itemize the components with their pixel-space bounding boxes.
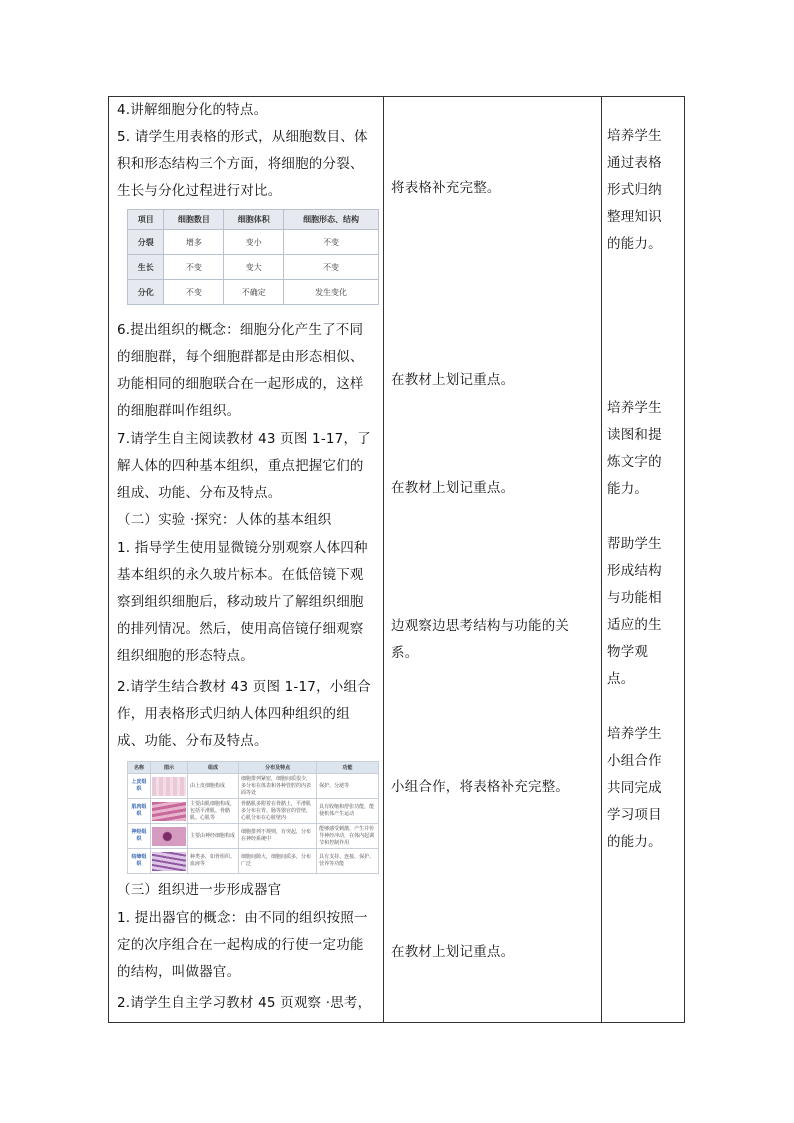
student-activity-3: 在教材上划记重点。: [391, 480, 515, 496]
table-cell: 具有收缩和舒张功能，能使机体产生运动: [317, 799, 379, 824]
column-divider: [601, 97, 602, 1022]
tissue-name: 上皮组织: [128, 774, 151, 799]
organ-step-1-text: 1. 提出器官的概念：由不同的组织按照一 定的次序组合在一起构成的行使一定功能 的结构，叫做器官。: [117, 910, 368, 980]
table-cell: 具有支持、连接、保护、营养等功能: [317, 849, 379, 874]
section-2-heading: （二）实验 ·探究：人体的基本组织: [117, 512, 332, 528]
table-header: 名称: [128, 762, 151, 774]
student-activity-4: 边观察边思考结构与功能的关 系。: [391, 618, 570, 661]
table-header: 细胞形态、结构: [284, 210, 379, 230]
step-6-text: 6.提出组织的概念：细胞分化产生了不同 的细胞群，每个细胞群都是由形态相似、 功能相同的细胞联合在一起形成的，这样 的细胞群叫作组织。: [117, 322, 364, 419]
section-3-heading: （三）组织进一步形成器官: [117, 882, 282, 898]
table-cell: 主要由肌细胞构成，包括平滑肌、骨骼肌、心肌等: [188, 799, 239, 824]
table-cell: 不变: [164, 280, 224, 305]
step-7-text: 7.请学生自主阅读教材 43 页图 1-17，了 解人体的四种基本组织，重点把握它们的 组成、功能、分布及特点。: [117, 431, 371, 501]
table-cell: 变小: [224, 230, 284, 255]
table-row: [128, 280, 379, 305]
table-header: 细胞数目: [164, 210, 224, 230]
design-intent-2: 培养学生 读图和提 炼文字的 能力。: [607, 400, 662, 497]
table-row: [128, 230, 379, 255]
student-activity-1: 将表格补充完整。: [391, 180, 501, 196]
table-cell: 细胞排列紧密，细胞间质很少，多分布在体表和各种管腔的内表面等处: [239, 774, 317, 799]
table-cell: 能够感受刺激，产生并传导神经冲动，在体内起调节和控制作用: [317, 824, 379, 849]
design-intent-1: 培养学生 通过表格 形式归纳 整理知识 的能力。: [607, 128, 662, 252]
table-cell: 不确定: [224, 280, 284, 305]
tissue-name: 结缔组织: [128, 849, 151, 874]
tissue-name: 神经组织: [128, 824, 151, 849]
column-divider: [383, 97, 384, 1022]
table-cell: 增多: [164, 230, 224, 255]
table-cell: 不变: [284, 230, 379, 255]
table-cell: 分裂: [128, 230, 164, 255]
student-activity-6: 在教材上划记重点。: [391, 944, 515, 960]
table-cell: 细胞间隙大，细胞间质多，分布广泛: [239, 849, 317, 874]
tissue-name: 肌肉组织: [128, 799, 151, 824]
table-row: [128, 849, 379, 874]
student-activity-2: 在教材上划记重点。: [391, 372, 515, 388]
table-cell: 不变: [284, 255, 379, 280]
table-header: 组成: [188, 762, 239, 774]
table-header: 图示: [151, 762, 188, 774]
design-intent-4: 培养学生 小组合作 共同完成 学习项目 的能力。: [607, 726, 662, 850]
design-intent-3: 帮助学生 形成结构 与功能相 适应的生 物学观 点。: [607, 536, 662, 687]
step-4-text: 4.讲解细胞分化的特点。: [117, 102, 268, 118]
table-header-row: [128, 210, 379, 230]
table-row: [128, 255, 379, 280]
cell-comparison-table: [127, 209, 379, 305]
table-cell: 生长: [128, 255, 164, 280]
table-cell: 种类多，如骨组织、血液等: [188, 849, 239, 874]
table-header: 功能: [317, 762, 379, 774]
table-cell: 分化: [128, 280, 164, 305]
tissue-summary-table: [127, 761, 379, 874]
table-cell: 保护、分泌等: [317, 774, 379, 799]
experiment-step-1-text: 1. 指导学生使用显微镜分别观察人体四种 基本组织的永久玻片标本。在低倍镜下观 察到组织细胞后，移动玻片了解组织细胞 的排列情况。然后，使用高倍镜仔细观察 组织细胞的形态特点。: [117, 540, 368, 664]
table-header: 细胞体积: [224, 210, 284, 230]
nerve-micrograph: [151, 824, 188, 849]
table-header: 分布及特点: [239, 762, 317, 774]
connective-micrograph: [151, 849, 188, 874]
table-header: 项目: [128, 210, 164, 230]
step-5-text: 5. 请学生用表格的形式，从细胞数目、体 积和形态结构三个方面，将细胞的分裂、 生长与分化过程进行对比。: [117, 129, 368, 199]
table-cell: 变大: [224, 255, 284, 280]
table-row: [128, 774, 379, 799]
organ-step-2-text: 2.请学生自主学习教材 45 页观察 ·思考，: [117, 995, 372, 1011]
table-cell: 由上皮细胞构成: [188, 774, 239, 799]
experiment-step-2-text: 2.请学生结合教材 43 页图 1-17，小组合 作，用表格形式归纳人体四种组织的组 成、功能、分布及特点。: [117, 679, 371, 749]
lesson-plan-table: [108, 96, 685, 1023]
table-cell: 主要由神经细胞构成: [188, 824, 239, 849]
student-activity-5: 小组合作，将表格补充完整。: [391, 779, 570, 795]
table-cell: 细胞排列不规则，有突起，分布在神经系统中: [239, 824, 317, 849]
muscle-micrograph: [151, 799, 188, 824]
epithelial-micrograph: [151, 774, 188, 799]
table-cell: 不变: [164, 255, 224, 280]
table-row: [128, 799, 379, 824]
table-cell: 骨骼肌多附着在骨骼上，平滑肌多分布在胃、肠等器官的管壁，心肌分布在心脏壁内: [239, 799, 317, 824]
table-row: [128, 824, 379, 849]
table-header-row: [128, 762, 379, 774]
table-cell: 发生变化: [284, 280, 379, 305]
